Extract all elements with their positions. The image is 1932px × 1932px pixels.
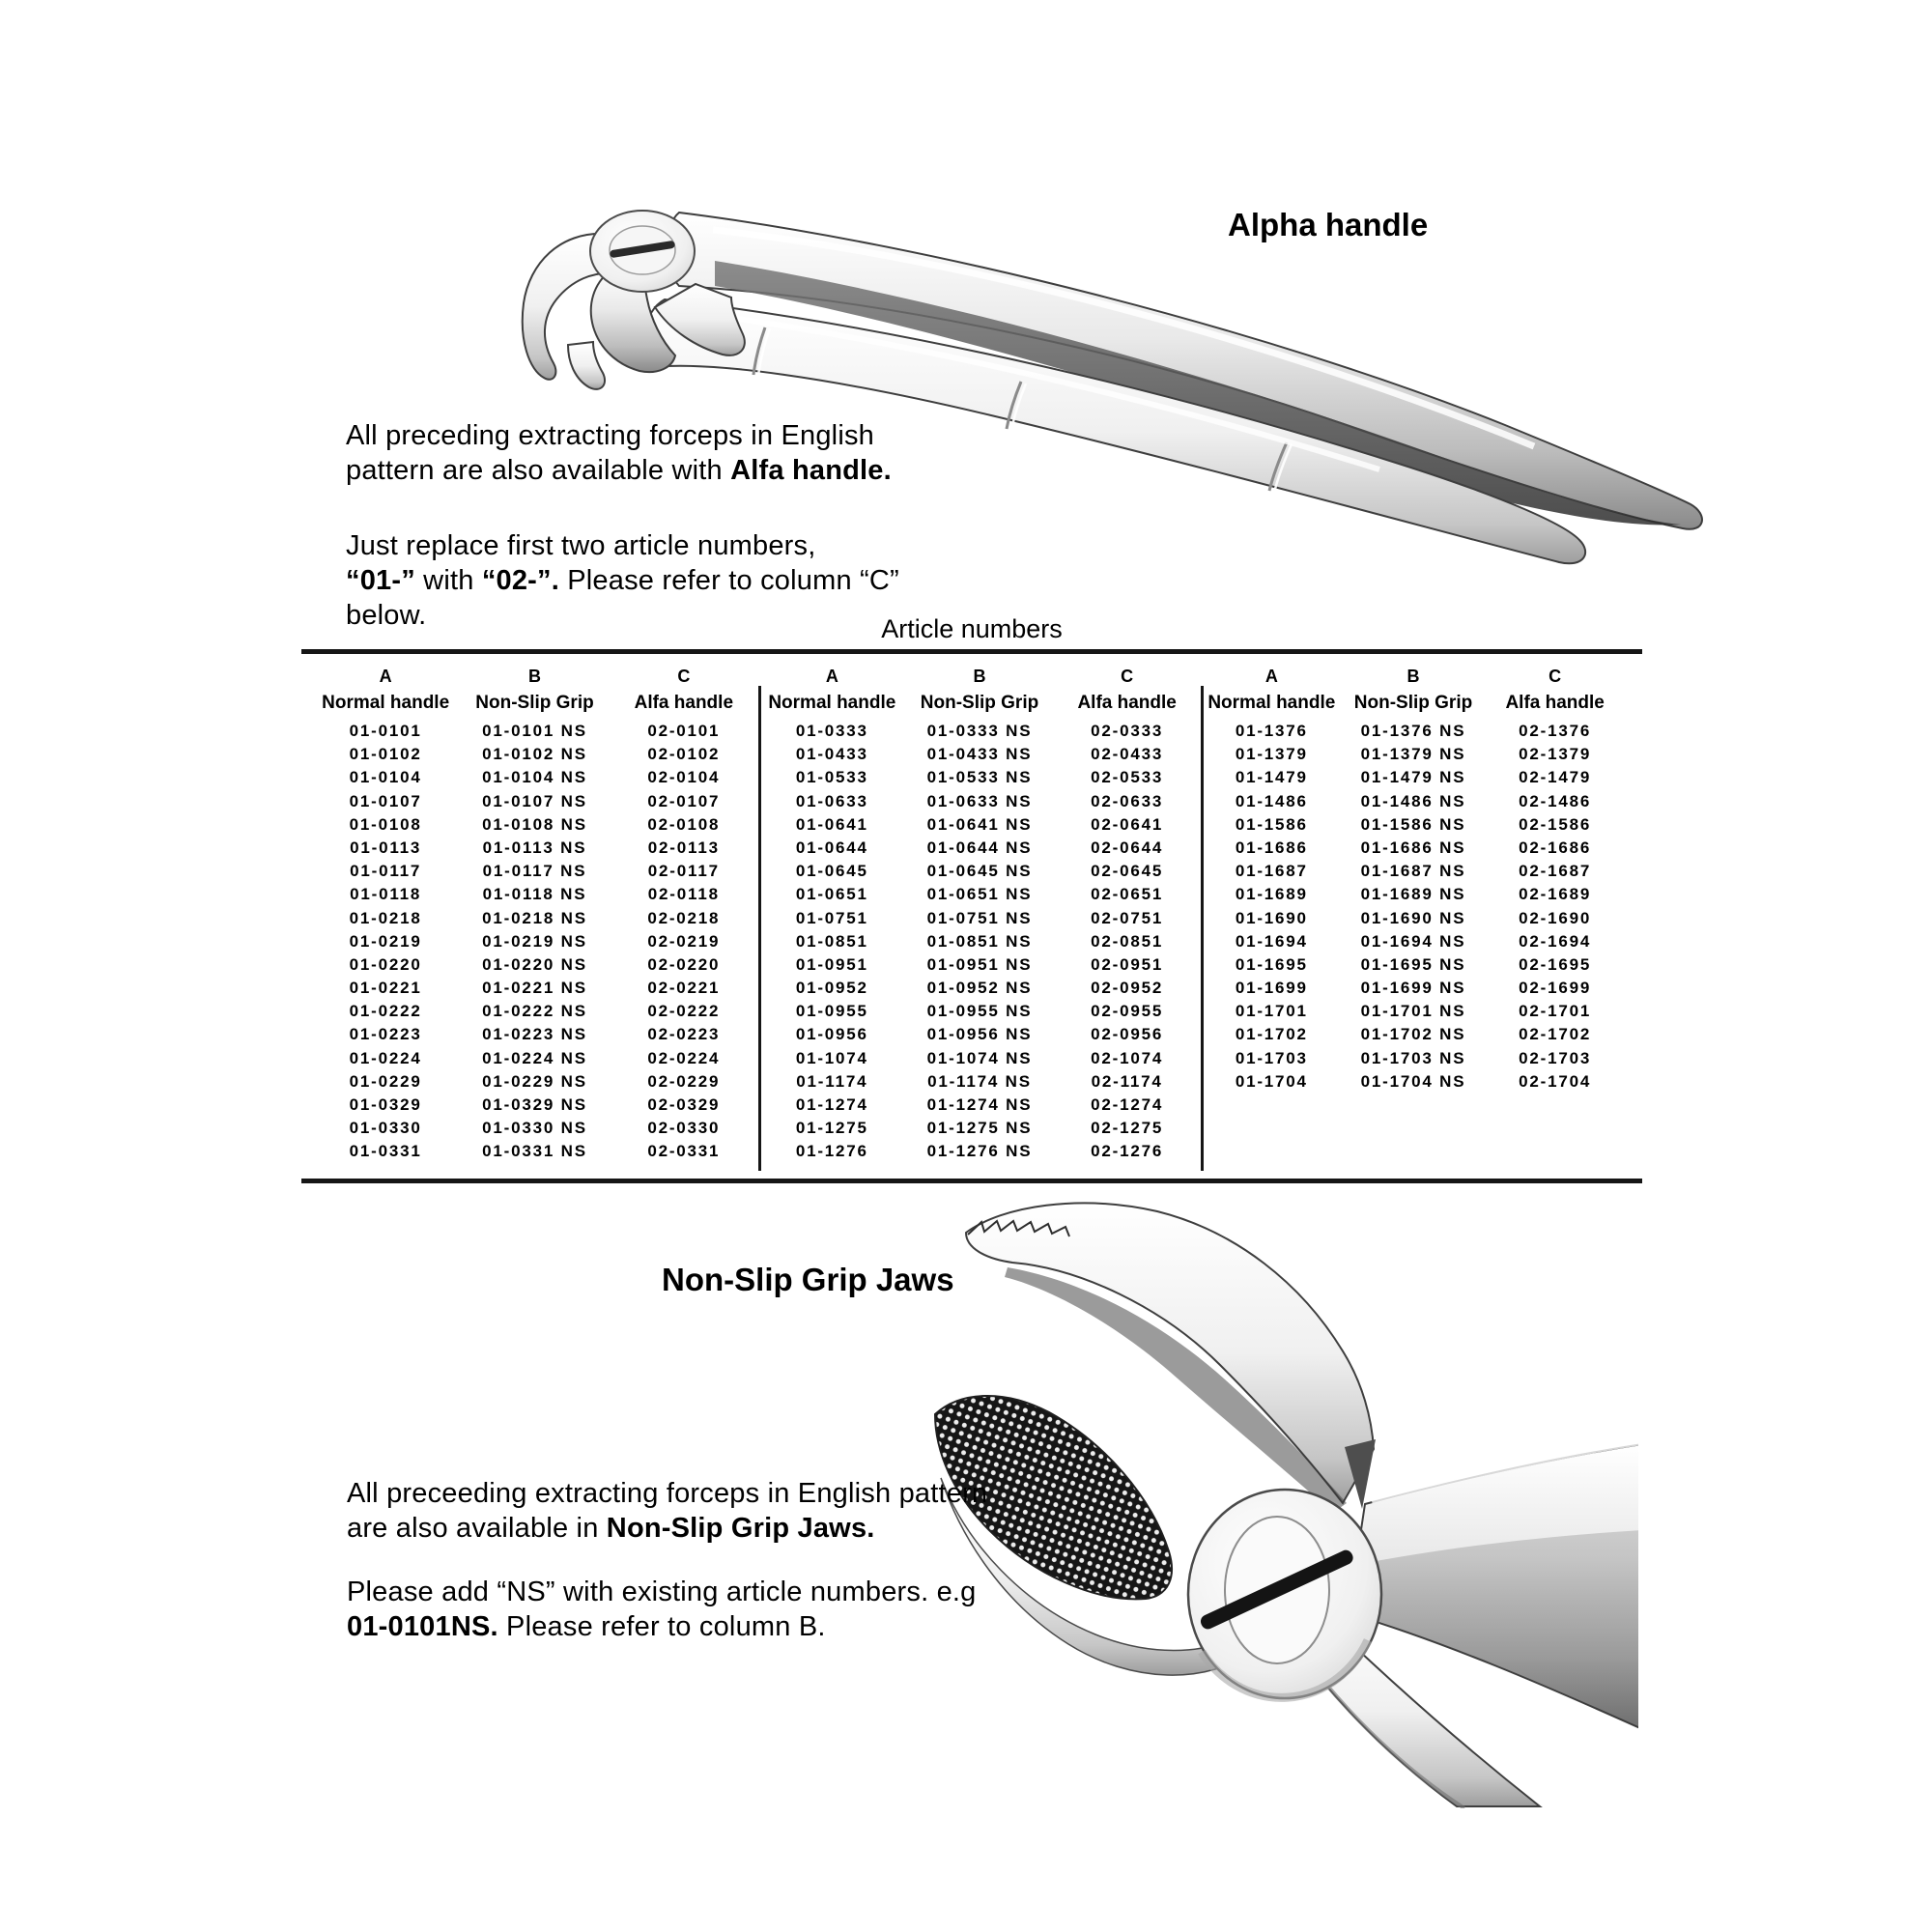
article-number: 01-0433 NS (926, 745, 1033, 764)
article-row (758, 860, 1201, 883)
article-number: 01-0107 NS (482, 791, 587, 810)
table-divider-2 (1201, 686, 1204, 1171)
bold-text-run: 01-0101NS. (347, 1611, 498, 1642)
text-line (346, 563, 899, 598)
article-row (1201, 813, 1626, 837)
article-number: 02-0104 (647, 768, 721, 787)
article-row (758, 790, 1201, 813)
column-letter: C (1548, 667, 1562, 686)
article-number: 02-1690 (1519, 908, 1592, 927)
article-number: 01-0229 NS (482, 1071, 587, 1091)
article-number: 01-1695 (1235, 954, 1308, 974)
article-number: 01-1274 (795, 1095, 868, 1114)
article-number: 01-0223 NS (482, 1025, 587, 1044)
article-number: 02-0222 (647, 1002, 721, 1021)
article-number: 01-0117 (350, 862, 422, 881)
article-number: 02-0633 (1091, 791, 1164, 810)
article-number: 02-1702 (1519, 1025, 1592, 1044)
hinge-screw-shape (590, 211, 695, 292)
article-number: 02-0331 (647, 1142, 721, 1161)
article-number: 01-1686 NS (1360, 838, 1466, 857)
article-number: 01-0329 (349, 1095, 422, 1114)
article-number: 01-1276 NS (926, 1142, 1033, 1161)
text-line (346, 453, 892, 488)
article-number: 02-0224 (647, 1048, 721, 1067)
article-row (758, 743, 1201, 766)
article-group-3 (1201, 664, 1626, 1164)
article-row (1201, 930, 1626, 953)
article-row (311, 1070, 758, 1094)
article-number: 01-0222 NS (482, 1002, 587, 1021)
article-number: 01-0117 NS (482, 862, 587, 881)
text-run: Just replace first two article numbers, (346, 530, 816, 561)
article-number: 01-1586 (1235, 814, 1308, 834)
alpha-handle-forceps-illustration (510, 184, 1713, 575)
article-row (311, 766, 758, 789)
text-run: Please refer to column B. (497, 1611, 826, 1642)
article-number: 01-1379 NS (1360, 745, 1466, 764)
article-number: 02-1704 (1519, 1071, 1592, 1091)
hinge-screw-shape-bottom (1188, 1490, 1381, 1698)
article-number: 01-1704 NS (1360, 1071, 1466, 1091)
text-run: All preceding extracting forceps in English (346, 420, 874, 451)
article-number: 01-0331 (349, 1142, 422, 1161)
article-number: 01-1276 (795, 1142, 868, 1161)
article-number: 02-0651 (1091, 885, 1164, 904)
article-number: 02-0101 (647, 722, 721, 740)
column-letter: B (973, 667, 986, 686)
article-number: 01-0644 NS (926, 838, 1033, 857)
article-number: 01-0108 NS (482, 814, 587, 834)
article-number: 01-0118 NS (482, 885, 587, 904)
article-row (758, 1023, 1201, 1046)
article-number: 02-0220 (647, 954, 721, 974)
article-number: 01-1074 (795, 1048, 868, 1067)
article-number: 02-0219 (647, 931, 721, 951)
article-number: 02-1479 (1519, 768, 1592, 787)
article-number: 01-1702 NS (1360, 1025, 1466, 1044)
article-number: 01-0751 (795, 908, 868, 927)
text-run: Please add “NS” with existing article numbers. e.g (347, 1577, 977, 1607)
article-row (1201, 860, 1626, 883)
article-number: 01-1275 (795, 1119, 868, 1138)
article-number: 02-0118 (647, 885, 720, 904)
article-row (1201, 883, 1626, 906)
article-row (758, 953, 1201, 977)
article-number: 01-1687 NS (1360, 862, 1466, 881)
text-run: below. (346, 600, 427, 631)
article-number: 01-0645 NS (926, 862, 1033, 881)
article-number: 01-1376 NS (1360, 722, 1466, 740)
article-number: 01-0951 (795, 954, 868, 974)
article-number: 02-0952 (1091, 979, 1164, 998)
table-bottom-rule (301, 1179, 1642, 1183)
article-row (758, 907, 1201, 930)
article-number: 01-0651 (795, 885, 868, 904)
article-number: 01-0107 (349, 791, 422, 810)
article-number: 02-1686 (1519, 838, 1592, 857)
column-letter: C (677, 667, 691, 686)
column-header: Alfa handle (1077, 693, 1177, 713)
article-number: 01-0333 (795, 722, 868, 740)
article-number: 02-1699 (1519, 979, 1592, 998)
table-top-rule (301, 649, 1642, 654)
article-number: 01-1701 (1235, 1002, 1308, 1021)
column-header: Normal handle (768, 693, 896, 713)
article-number: 01-0851 NS (926, 931, 1033, 951)
article-number: 01-0951 NS (926, 954, 1033, 974)
column-header: Normal handle (322, 693, 450, 713)
article-number: 01-1275 NS (926, 1119, 1033, 1138)
article-number: 01-0219 NS (482, 931, 587, 951)
article-number: 02-1695 (1519, 954, 1592, 974)
article-number: 01-1379 (1235, 745, 1308, 764)
article-number: 02-0955 (1091, 1002, 1164, 1021)
article-number: 01-1687 (1235, 862, 1308, 881)
text-run: are also available in (347, 1513, 607, 1544)
article-number: 01-0633 (795, 791, 868, 810)
column-header: Alfa handle (1505, 693, 1605, 713)
column-letters-row (1201, 664, 1626, 691)
text-line (346, 418, 892, 453)
article-number: 01-0229 (349, 1071, 422, 1091)
article-number: 01-1695 NS (1360, 954, 1466, 974)
article-number: 02-0223 (647, 1025, 721, 1044)
article-number: 01-0651 NS (926, 885, 1033, 904)
article-number: 02-0851 (1091, 931, 1164, 951)
article-row (758, 1070, 1201, 1094)
article-number: 01-0952 NS (926, 979, 1033, 998)
bold-text-run: “01-” (346, 565, 415, 596)
article-row (758, 883, 1201, 906)
article-row (1201, 1023, 1626, 1046)
article-number: 01-1174 (796, 1071, 868, 1091)
article-number: 02-0330 (647, 1119, 721, 1138)
article-number: 01-0641 (795, 814, 868, 834)
article-row (311, 907, 758, 930)
article-number: 02-1376 (1519, 722, 1592, 740)
article-number: 02-0751 (1091, 908, 1164, 927)
article-number: 01-0221 (349, 979, 422, 998)
article-number: 02-1586 (1519, 814, 1592, 834)
article-number: 01-0330 NS (482, 1119, 587, 1138)
article-number: 02-0956 (1091, 1025, 1164, 1044)
bold-text-run: Non-Slip Grip Jaws. (606, 1513, 875, 1544)
article-row (311, 953, 758, 977)
article-row (311, 1094, 758, 1117)
article-number: 01-1699 NS (1360, 979, 1466, 998)
article-number: 01-0329 NS (482, 1095, 587, 1114)
article-row (311, 1047, 758, 1070)
article-number: 01-0224 NS (482, 1048, 587, 1067)
article-number: 01-0218 NS (482, 908, 587, 927)
article-number: 02-0218 (647, 908, 721, 927)
article-number: 02-0113 (647, 838, 720, 857)
article-number: 02-0229 (647, 1071, 721, 1091)
article-number: 01-0751 NS (926, 908, 1033, 927)
article-number: 01-0221 NS (482, 979, 587, 998)
alpha-handle-heading: Alpha handle (1228, 207, 1429, 242)
article-number: 02-0951 (1091, 954, 1164, 974)
article-row (1201, 1047, 1626, 1070)
article-number: 01-0333 NS (926, 722, 1033, 740)
article-number: 02-0108 (647, 814, 721, 834)
article-number: 01-1703 (1235, 1048, 1308, 1067)
column-header: Non-Slip Grip (920, 693, 1039, 713)
column-letters-row (311, 664, 758, 691)
article-number: 01-0641 NS (926, 814, 1033, 834)
article-number: 01-1703 NS (1360, 1048, 1466, 1067)
article-number: 01-1701 NS (1360, 1002, 1466, 1021)
article-number: 02-0102 (647, 745, 721, 764)
column-header: Alfa handle (634, 693, 734, 713)
article-row (311, 1023, 758, 1046)
article-number: 01-1689 (1235, 885, 1308, 904)
ns-note-text (347, 1575, 977, 1644)
article-row (758, 1117, 1201, 1140)
article-number: 01-0218 (349, 908, 422, 927)
text-line (347, 1511, 987, 1546)
article-row (1201, 837, 1626, 860)
article-number: 01-1690 (1235, 908, 1308, 927)
article-number: 02-0645 (1091, 862, 1164, 881)
article-number: 01-1694 NS (1360, 931, 1466, 951)
column-header: Non-Slip Grip (1353, 693, 1473, 713)
article-number: 01-0433 (795, 745, 868, 764)
article-row (311, 883, 758, 906)
article-number: 02-1275 (1091, 1119, 1164, 1138)
article-number: 01-0104 NS (482, 768, 587, 787)
bold-text-run: “02-”. (481, 565, 559, 596)
article-number: 02-0117 (647, 862, 720, 881)
article-row (1201, 790, 1626, 813)
article-row (311, 930, 758, 953)
text-line (347, 1476, 987, 1511)
column-header: Non-Slip Grip (475, 693, 594, 713)
non-slip-grip-forceps-illustration (916, 1190, 1638, 1808)
article-number: 01-1586 NS (1360, 814, 1466, 834)
article-number: 01-1699 (1235, 979, 1308, 998)
article-number: 01-0220 (349, 954, 422, 974)
article-group-2 (758, 664, 1201, 1164)
article-row (311, 743, 758, 766)
article-number: 01-1486 NS (1360, 791, 1466, 810)
article-number: 01-1074 NS (926, 1048, 1033, 1067)
article-row (758, 977, 1201, 1000)
text-run: All preceeding extracting forceps in English pattern (347, 1478, 988, 1509)
article-number: 01-0118 (350, 885, 422, 904)
article-number: 01-0223 (349, 1025, 422, 1044)
article-row (758, 1094, 1201, 1117)
article-number: 01-1376 (1235, 722, 1308, 740)
article-row (1201, 720, 1626, 743)
article-number: 01-1694 (1235, 931, 1308, 951)
article-number: 01-0108 (349, 814, 422, 834)
article-number: 01-0102 (349, 745, 422, 764)
column-letter: A (1264, 667, 1278, 686)
article-number: 01-0113 NS (482, 838, 587, 857)
column-letter: A (379, 667, 392, 686)
article-number: 02-1689 (1519, 885, 1592, 904)
article-number: 01-0331 NS (482, 1142, 587, 1161)
article-number: 01-0955 (795, 1002, 868, 1021)
text-line (347, 1575, 977, 1609)
article-number: 01-0222 (349, 1002, 422, 1021)
article-row (758, 766, 1201, 789)
article-row (1201, 953, 1626, 977)
article-table (311, 664, 1626, 1164)
article-number: 01-1479 (1235, 768, 1308, 787)
article-number: 02-1486 (1519, 791, 1592, 810)
article-row (758, 837, 1201, 860)
article-row (758, 1047, 1201, 1070)
article-numbers-caption: Article numbers (881, 614, 1063, 643)
article-number: 01-1174 NS (927, 1071, 1032, 1091)
bold-text-run: Alfa handle. (730, 455, 892, 486)
article-row (1201, 766, 1626, 789)
article-number: 02-0329 (647, 1095, 721, 1114)
article-number: 01-0101 (349, 722, 422, 740)
article-number: 01-0644 (795, 838, 868, 857)
article-row (311, 860, 758, 883)
article-number: 01-0956 NS (926, 1025, 1033, 1044)
article-row (311, 720, 758, 743)
article-row (311, 837, 758, 860)
article-row (311, 1000, 758, 1023)
article-number: 02-0221 (647, 979, 721, 998)
article-number: 02-0644 (1091, 838, 1164, 857)
article-number: 01-0330 (349, 1119, 422, 1138)
article-number: 02-0333 (1091, 722, 1164, 740)
article-number: 01-1479 NS (1360, 768, 1466, 787)
article-number: 01-1274 NS (926, 1095, 1033, 1114)
article-row (311, 790, 758, 813)
article-number: 01-0113 (350, 838, 422, 857)
article-number: 01-1704 (1235, 1071, 1308, 1091)
article-number: 01-0533 (795, 768, 868, 787)
article-row (758, 1000, 1201, 1023)
article-row (758, 1140, 1201, 1163)
article-number: 01-0101 NS (482, 722, 587, 740)
article-number: 01-1686 (1235, 838, 1308, 857)
article-row (1201, 977, 1626, 1000)
column-header: Normal handle (1208, 693, 1336, 713)
article-number: 01-0220 NS (482, 954, 587, 974)
text-run: with (414, 565, 482, 596)
article-number: 01-0633 NS (926, 791, 1033, 810)
column-headers-row (758, 691, 1201, 720)
article-number: 02-1703 (1519, 1048, 1592, 1067)
article-number: 02-0641 (1091, 814, 1164, 834)
article-row (1201, 1070, 1626, 1094)
article-number: 02-1074 (1091, 1048, 1164, 1067)
article-number: 01-0104 (349, 768, 422, 787)
column-letter: C (1121, 667, 1134, 686)
article-number: 01-1486 (1235, 791, 1308, 810)
article-number: 02-1276 (1091, 1142, 1164, 1161)
article-number: 02-1687 (1519, 862, 1592, 881)
article-row (311, 813, 758, 837)
text-run: Please refer to column “C” (558, 565, 899, 596)
column-headers-row (311, 691, 758, 720)
article-number: 01-1702 (1235, 1025, 1308, 1044)
alfa-handle-intro-text (346, 418, 892, 488)
article-number: 02-0533 (1091, 768, 1164, 787)
article-number: 02-1701 (1519, 1002, 1592, 1021)
article-number: 02-1379 (1519, 745, 1592, 764)
article-row (758, 813, 1201, 837)
column-headers-row (1201, 691, 1626, 720)
article-number: 01-0533 NS (926, 768, 1033, 787)
article-number: 01-0851 (795, 931, 868, 951)
table-divider-1 (758, 686, 761, 1171)
column-letter: B (527, 667, 541, 686)
article-row (311, 1117, 758, 1140)
article-number: 01-1690 NS (1360, 908, 1466, 927)
non-slip-grip-jaws-heading: Non-Slip Grip Jaws (662, 1262, 954, 1297)
article-number: 02-1694 (1519, 931, 1592, 951)
non-slip-intro-text (347, 1476, 987, 1546)
column-letter: A (825, 667, 838, 686)
text-line (346, 528, 899, 563)
article-number: 01-0102 NS (482, 745, 587, 764)
article-number: 02-1174 (1091, 1071, 1163, 1091)
article-number: 01-0952 (795, 979, 868, 998)
article-number: 01-0955 NS (926, 1002, 1033, 1021)
article-number: 01-1689 NS (1360, 885, 1466, 904)
article-row (311, 1140, 758, 1163)
article-number: 01-0224 (349, 1048, 422, 1067)
article-row (1201, 743, 1626, 766)
text-line (347, 1609, 977, 1644)
article-row (758, 720, 1201, 743)
article-row (1201, 907, 1626, 930)
article-number: 02-0433 (1091, 745, 1164, 764)
article-number: 01-0219 (349, 931, 422, 951)
article-number: 02-1274 (1091, 1095, 1164, 1114)
article-row (758, 930, 1201, 953)
article-row (311, 977, 758, 1000)
article-group-1 (311, 664, 758, 1164)
article-number: 02-0107 (647, 791, 721, 810)
article-row (1201, 1000, 1626, 1023)
article-number: 01-0956 (795, 1025, 868, 1044)
article-number: 01-0645 (795, 862, 868, 881)
column-letters-row (758, 664, 1201, 691)
column-letter: B (1406, 667, 1420, 686)
text-run: pattern are also available with (346, 455, 731, 486)
